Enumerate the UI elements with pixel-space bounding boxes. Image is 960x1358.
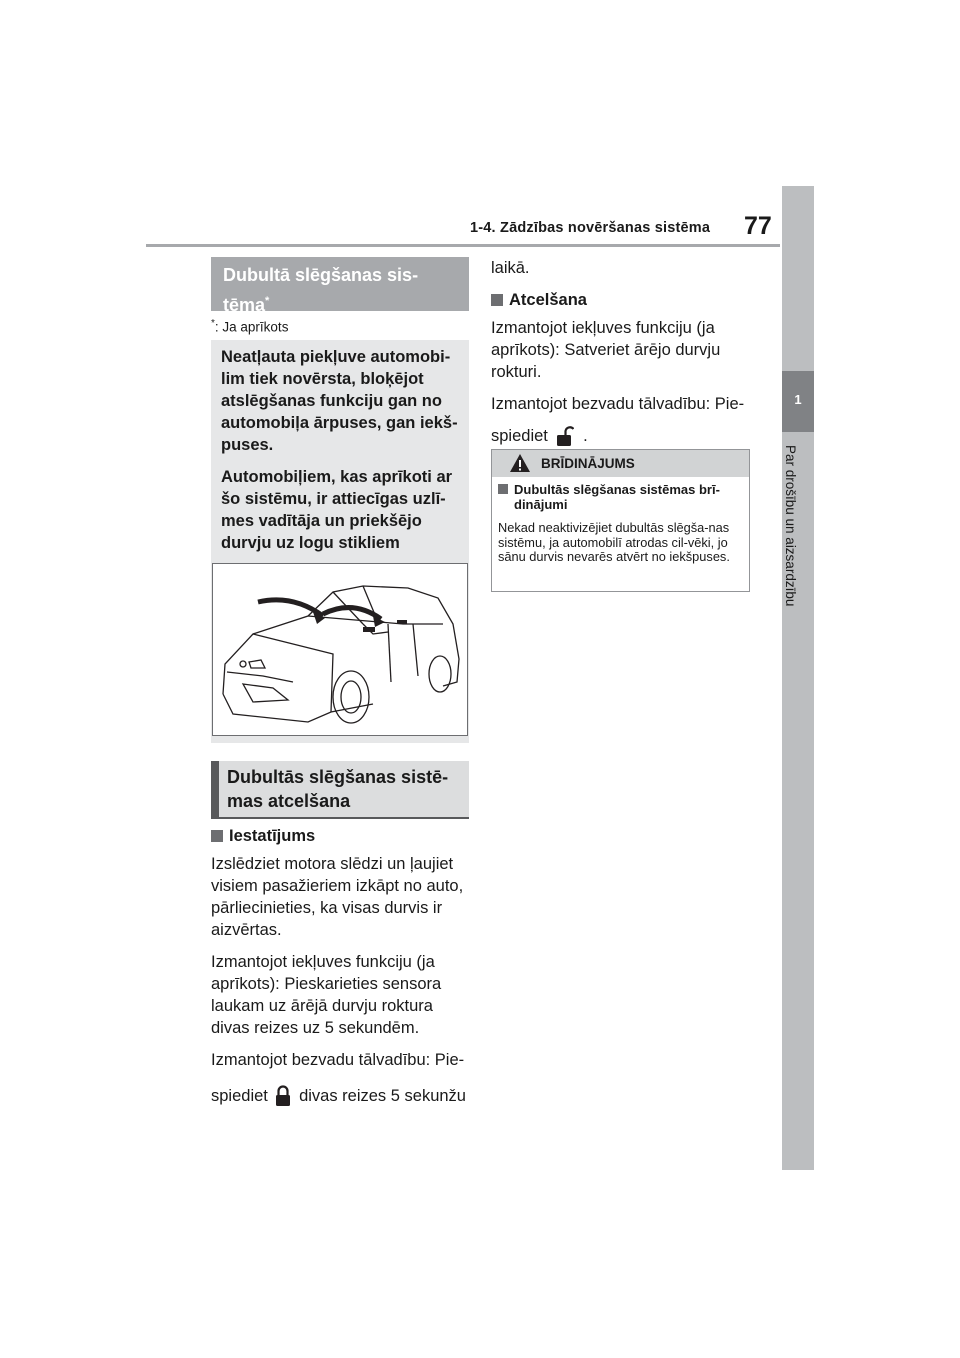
cancel-paragraph-2a: Izmantojot bezvadu tālvadību: Pie- bbox=[491, 395, 745, 413]
section-heading-cancel: Dubultās slēgšanas sistē-mas atcelšana bbox=[211, 761, 469, 819]
chapter-side-tab bbox=[782, 186, 814, 1170]
setting-heading-text: Iestatījums bbox=[229, 827, 316, 845]
cancel-heading-text: Atcelšana bbox=[509, 291, 587, 309]
page-number: 77 bbox=[744, 212, 772, 240]
twice-text: divas reizes 5 sekunžu bbox=[299, 1087, 466, 1105]
warning-subheading bbox=[498, 482, 762, 512]
info-text bbox=[221, 346, 465, 564]
setting-paragraph-3a: Izmantojot bezvadu tālvadību: Pie- bbox=[211, 1051, 465, 1069]
section-heading-double-lock bbox=[211, 257, 469, 315]
setting-heading bbox=[211, 827, 315, 846]
footnote-star: * bbox=[211, 318, 215, 329]
chapter-number: 1 bbox=[794, 392, 802, 407]
warning-body: Nekad neaktivizējiet dubultās slēgša-nas sistēmu, ja automobilī atrodas cil-vēki, jo sānu durvis nevarēs atvērt no iekšpuses. bbox=[498, 520, 730, 564]
footnote bbox=[211, 318, 288, 335]
chapter-title: Par drošību un aizsardzību bbox=[783, 445, 798, 607]
continued-text: laikā. bbox=[491, 259, 530, 277]
heading-line-1: Dubultā slēgšanas sis- bbox=[223, 265, 419, 285]
warning-title: BRĪDINĀJUMS bbox=[541, 456, 635, 471]
period-text: . bbox=[583, 427, 588, 445]
car-drawing bbox=[213, 564, 467, 735]
bullet-square-icon bbox=[491, 294, 503, 306]
bullet-square-icon bbox=[498, 484, 508, 494]
right-body bbox=[491, 257, 751, 463]
setting-paragraph-3b bbox=[211, 1085, 469, 1113]
warning-triangle-icon bbox=[509, 453, 531, 478]
info-paragraph-2: Automobiļiem, kas aprīkoti ar šo sistēmu, ir attiecīgas uzlī-mes vadītāja un priekšējo durvju uz logu stikliem bbox=[221, 468, 453, 552]
setting-body bbox=[211, 853, 469, 1123]
cancel-heading bbox=[491, 289, 751, 311]
car-illustration bbox=[212, 563, 468, 736]
bullet-square-icon bbox=[211, 830, 223, 842]
header-rule bbox=[146, 244, 780, 247]
press-text: spiediet bbox=[491, 427, 548, 445]
info-paragraph-1: Neatļauta piekļuve automobi-lim tiek novērsta, bloķējot atslēgšanas funkciju gan no automobiļa ārpuses, gan iekš-puses. bbox=[221, 348, 458, 454]
lock-icon bbox=[275, 1085, 291, 1113]
heading-text: tēma bbox=[223, 295, 266, 315]
setting-paragraph-2: Izmantojot iekļuves funkciju (ja aprīkots): Pieskarieties sensora laukam uz ārējā durvju roktura divas reizes uz 5 sekundēm. bbox=[211, 953, 442, 1037]
footnote-marker: * bbox=[265, 295, 270, 307]
press-text: spiediet bbox=[211, 1087, 268, 1105]
footnote-text: : Ja aprīkots bbox=[214, 319, 289, 335]
setting-paragraph-1: Izslēdziet motora slēdzi un ļaujiet visiem pasažieriem izkāpt no auto, pārliecinieties, ka visas durvis ir aizvērtas. bbox=[211, 855, 464, 939]
section-title: 1-4. Zādzības novēršanas sistēma bbox=[470, 220, 711, 236]
warning-subheading-text: Dubultās slēgšanas sistēmas brī-dinājumi bbox=[514, 482, 720, 512]
heading-line-2 bbox=[223, 288, 457, 318]
cancel-paragraph-1: Izmantojot iekļuves funkciju (ja aprīkots): Satveriet ārējo durvju rokturi. bbox=[491, 319, 721, 381]
